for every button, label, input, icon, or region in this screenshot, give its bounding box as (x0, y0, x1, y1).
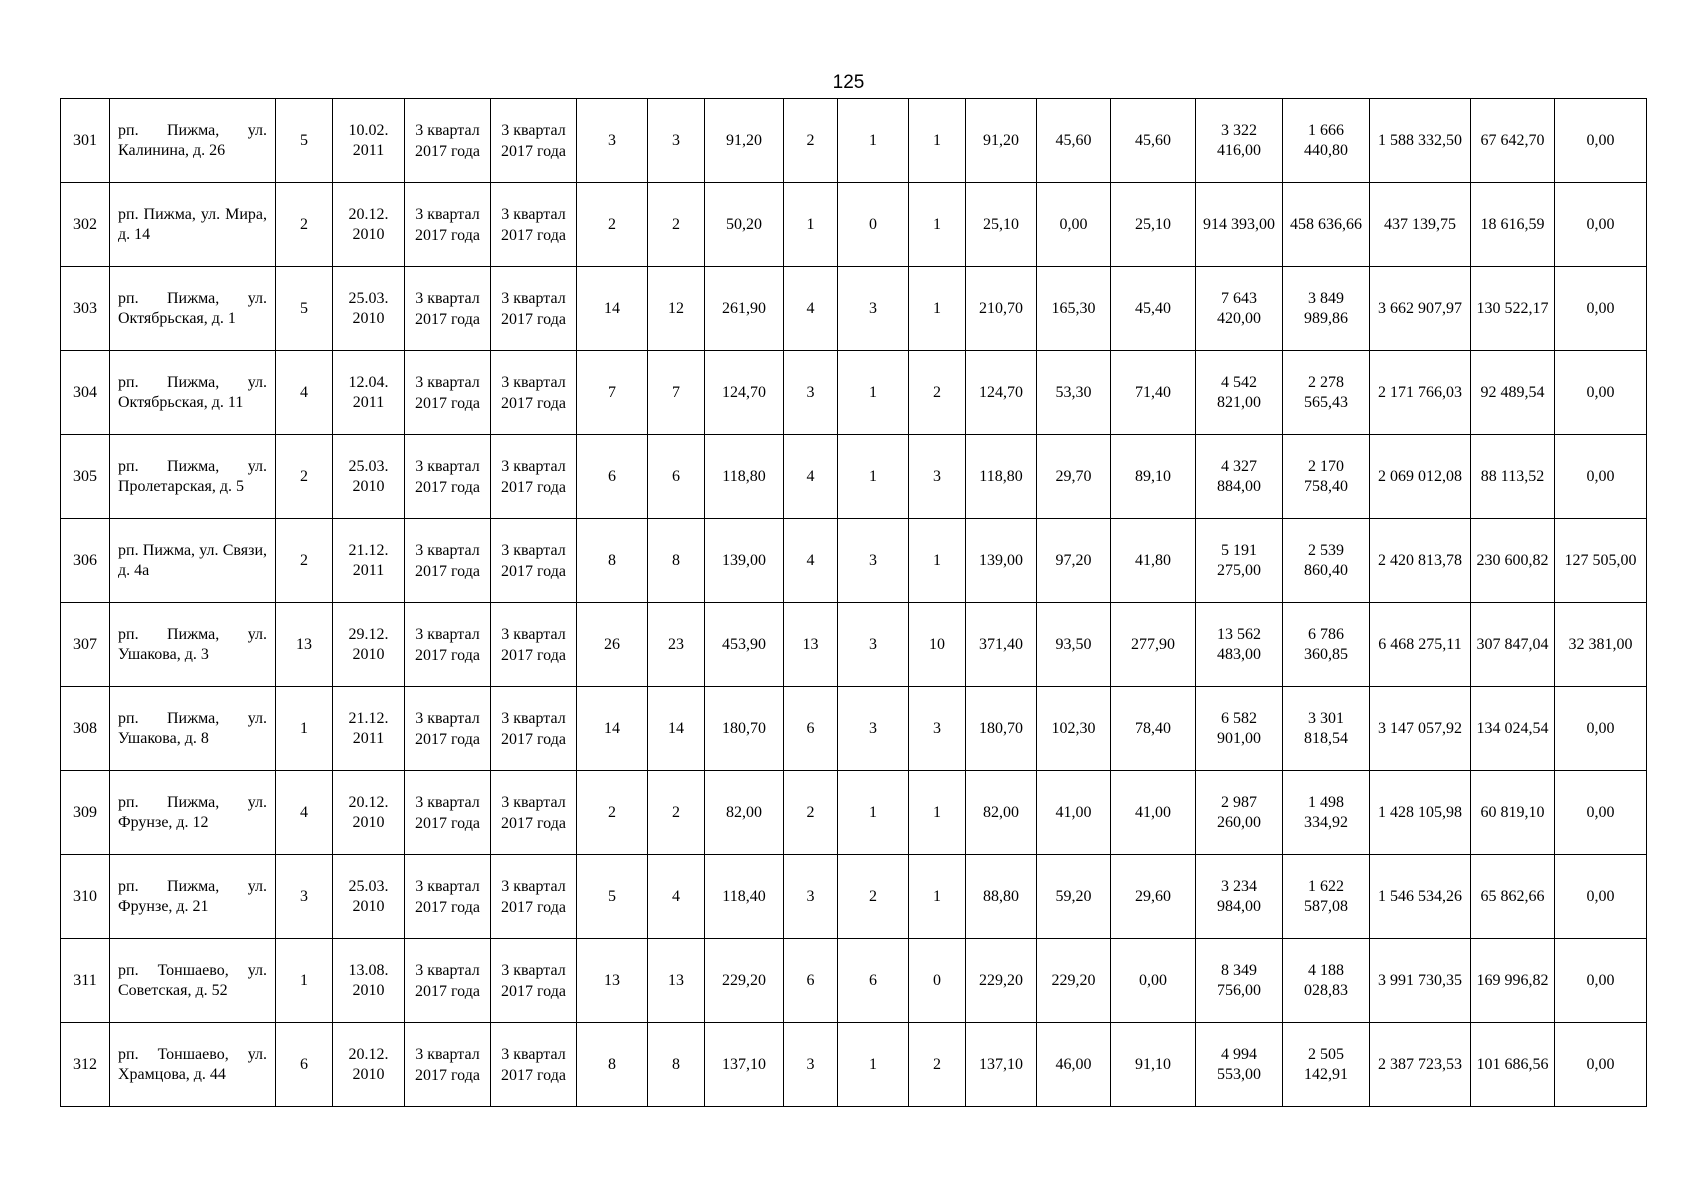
cell-col-15: 29,60 (1111, 855, 1196, 939)
cell-col-10: 3 (784, 351, 838, 435)
cell-col-15: 45,40 (1111, 267, 1196, 351)
cell-col-14: 59,20 (1037, 855, 1111, 939)
cell-address: рп. Пижма, ул. Ушакова, д. 8 (110, 687, 276, 771)
cell-col-7: 13 (577, 939, 648, 1023)
cell-col-8: 3 (648, 99, 705, 183)
cell-col-9: 82,00 (705, 771, 784, 855)
cell-col-14: 229,20 (1037, 939, 1111, 1023)
cell-col-9: 229,20 (705, 939, 784, 1023)
cell-col-20: 0,00 (1555, 435, 1647, 519)
cell-col-19: 65 862,66 (1471, 855, 1555, 939)
cell-col-9: 118,40 (705, 855, 784, 939)
cell-col-20: 127 505,00 (1555, 519, 1647, 603)
cell-date: 12.04. 2011 (333, 351, 405, 435)
cell-col-13: 180,70 (966, 687, 1037, 771)
cell-col-20: 0,00 (1555, 771, 1647, 855)
cell-period-2: 3 квартал 2017 года (491, 687, 577, 771)
cell-col-20: 0,00 (1555, 183, 1647, 267)
cell-col-10: 3 (784, 1023, 838, 1107)
cell-col-11: 3 (838, 267, 909, 351)
cell-col-18: 2 069 012,08 (1370, 435, 1471, 519)
cell-col-17: 2 539 860,40 (1283, 519, 1370, 603)
cell-period-2: 3 квартал 2017 года (491, 267, 577, 351)
cell-col-7: 8 (577, 519, 648, 603)
cell-col-8: 4 (648, 855, 705, 939)
cell-col-15: 71,40 (1111, 351, 1196, 435)
table-row (61, 939, 1647, 1023)
cell-col-17: 2 505 142,91 (1283, 1023, 1370, 1107)
cell-period-1: 3 квартал 2017 года (405, 1023, 491, 1107)
cell-period-2: 3 квартал 2017 года (491, 435, 577, 519)
cell-address: рп. Пижма, ул. Октябрьская, д. 1 (110, 267, 276, 351)
cell-col-18: 6 468 275,11 (1370, 603, 1471, 687)
cell-col-10: 13 (784, 603, 838, 687)
cell-col-7: 8 (577, 1023, 648, 1107)
cell-col-15: 45,60 (1111, 99, 1196, 183)
cell-col-11: 1 (838, 99, 909, 183)
cell-period-1: 3 квартал 2017 года (405, 435, 491, 519)
cell-col-13: 82,00 (966, 771, 1037, 855)
cell-col-12: 1 (909, 99, 966, 183)
cell-col-20: 0,00 (1555, 99, 1647, 183)
cell-col-11: 6 (838, 939, 909, 1023)
cell-address: рп. Пижма, ул. Связи, д. 4а (110, 519, 276, 603)
cell-col-8: 23 (648, 603, 705, 687)
cell-period-1: 3 квартал 2017 года (405, 939, 491, 1023)
cell-col-14: 41,00 (1037, 771, 1111, 855)
cell-col-10: 6 (784, 939, 838, 1023)
cell-col-3: 13 (276, 603, 333, 687)
table-row (61, 183, 1647, 267)
table-row (61, 687, 1647, 771)
cell-row-number: 302 (61, 183, 110, 267)
cell-col-16: 4 327 884,00 (1196, 435, 1283, 519)
cell-period-1: 3 квартал 2017 года (405, 351, 491, 435)
cell-col-3: 4 (276, 351, 333, 435)
cell-col-17: 458 636,66 (1283, 183, 1370, 267)
cell-col-11: 1 (838, 1023, 909, 1107)
cell-col-13: 210,70 (966, 267, 1037, 351)
cell-col-11: 1 (838, 435, 909, 519)
page-number: 125 (832, 72, 865, 93)
cell-date: 20.12. 2010 (333, 771, 405, 855)
cell-date: 20.12. 2010 (333, 1023, 405, 1107)
cell-col-13: 25,10 (966, 183, 1037, 267)
cell-col-3: 2 (276, 519, 333, 603)
cell-col-3: 1 (276, 939, 333, 1023)
cell-col-18: 1 588 332,50 (1370, 99, 1471, 183)
cell-row-number: 308 (61, 687, 110, 771)
cell-col-19: 60 819,10 (1471, 771, 1555, 855)
cell-col-19: 18 616,59 (1471, 183, 1555, 267)
cell-col-14: 165,30 (1037, 267, 1111, 351)
cell-col-12: 2 (909, 1023, 966, 1107)
cell-col-13: 91,20 (966, 99, 1037, 183)
resettlement-table (60, 98, 1647, 1107)
cell-date: 13.08. 2010 (333, 939, 405, 1023)
cell-period-2: 3 квартал 2017 года (491, 351, 577, 435)
cell-col-19: 88 113,52 (1471, 435, 1555, 519)
cell-col-16: 4 542 821,00 (1196, 351, 1283, 435)
table-row (61, 435, 1647, 519)
cell-row-number: 306 (61, 519, 110, 603)
cell-col-19: 230 600,82 (1471, 519, 1555, 603)
cell-col-9: 261,90 (705, 267, 784, 351)
cell-col-11: 0 (838, 183, 909, 267)
cell-address: рп. Пижма, ул. Октябрьская, д. 11 (110, 351, 276, 435)
cell-col-11: 3 (838, 603, 909, 687)
cell-col-9: 453,90 (705, 603, 784, 687)
cell-col-13: 371,40 (966, 603, 1037, 687)
cell-period-2: 3 квартал 2017 года (491, 183, 577, 267)
cell-col-16: 4 994 553,00 (1196, 1023, 1283, 1107)
cell-col-11: 3 (838, 519, 909, 603)
cell-col-12: 3 (909, 687, 966, 771)
cell-col-18: 3 147 057,92 (1370, 687, 1471, 771)
cell-col-15: 41,80 (1111, 519, 1196, 603)
cell-col-19: 134 024,54 (1471, 687, 1555, 771)
cell-col-20: 0,00 (1555, 1023, 1647, 1107)
cell-col-9: 139,00 (705, 519, 784, 603)
cell-col-20: 0,00 (1555, 351, 1647, 435)
cell-col-15: 91,10 (1111, 1023, 1196, 1107)
cell-col-10: 4 (784, 267, 838, 351)
cell-col-9: 91,20 (705, 99, 784, 183)
cell-col-19: 130 522,17 (1471, 267, 1555, 351)
cell-row-number: 311 (61, 939, 110, 1023)
cell-period-1: 3 квартал 2017 года (405, 687, 491, 771)
cell-col-12: 1 (909, 267, 966, 351)
cell-date: 10.02. 2011 (333, 99, 405, 183)
cell-col-3: 3 (276, 855, 333, 939)
table-row (61, 771, 1647, 855)
cell-col-18: 437 139,75 (1370, 183, 1471, 267)
cell-col-16: 2 987 260,00 (1196, 771, 1283, 855)
cell-col-16: 7 643 420,00 (1196, 267, 1283, 351)
cell-period-2: 3 квартал 2017 года (491, 519, 577, 603)
cell-period-1: 3 квартал 2017 года (405, 183, 491, 267)
cell-date: 20.12. 2010 (333, 183, 405, 267)
cell-period-2: 3 квартал 2017 года (491, 771, 577, 855)
cell-col-13: 88,80 (966, 855, 1037, 939)
cell-address: рп. Пижма, ул. Фрунзе, д. 21 (110, 855, 276, 939)
cell-col-8: 2 (648, 183, 705, 267)
cell-address: рп. Тоншаево, ул. Храмцова, д. 44 (110, 1023, 276, 1107)
cell-col-8: 8 (648, 519, 705, 603)
cell-col-3: 5 (276, 99, 333, 183)
table-row (61, 855, 1647, 939)
cell-col-14: 102,30 (1037, 687, 1111, 771)
cell-col-7: 14 (577, 267, 648, 351)
cell-col-10: 1 (784, 183, 838, 267)
cell-col-9: 118,80 (705, 435, 784, 519)
cell-row-number: 310 (61, 855, 110, 939)
cell-row-number: 303 (61, 267, 110, 351)
cell-row-number: 312 (61, 1023, 110, 1107)
cell-period-2: 3 квартал 2017 года (491, 939, 577, 1023)
cell-col-14: 0,00 (1037, 183, 1111, 267)
cell-col-13: 139,00 (966, 519, 1037, 603)
cell-col-10: 3 (784, 855, 838, 939)
cell-period-2: 3 квартал 2017 года (491, 1023, 577, 1107)
cell-col-15: 277,90 (1111, 603, 1196, 687)
cell-col-16: 8 349 756,00 (1196, 939, 1283, 1023)
cell-col-9: 180,70 (705, 687, 784, 771)
cell-date: 29.12. 2010 (333, 603, 405, 687)
cell-col-8: 2 (648, 771, 705, 855)
cell-col-19: 307 847,04 (1471, 603, 1555, 687)
cell-col-3: 6 (276, 1023, 333, 1107)
table-row (61, 351, 1647, 435)
cell-col-15: 41,00 (1111, 771, 1196, 855)
cell-date: 21.12. 2011 (333, 687, 405, 771)
cell-col-20: 0,00 (1555, 939, 1647, 1023)
cell-col-12: 3 (909, 435, 966, 519)
cell-col-17: 2 278 565,43 (1283, 351, 1370, 435)
cell-col-15: 78,40 (1111, 687, 1196, 771)
cell-col-13: 229,20 (966, 939, 1037, 1023)
cell-period-1: 3 квартал 2017 года (405, 267, 491, 351)
cell-address: рп. Пижма, ул. Калинина, д. 26 (110, 99, 276, 183)
cell-col-7: 7 (577, 351, 648, 435)
cell-col-18: 1 428 105,98 (1370, 771, 1471, 855)
cell-col-7: 14 (577, 687, 648, 771)
cell-col-9: 124,70 (705, 351, 784, 435)
cell-col-10: 2 (784, 771, 838, 855)
cell-col-7: 26 (577, 603, 648, 687)
cell-col-20: 0,00 (1555, 855, 1647, 939)
table-row (61, 519, 1647, 603)
cell-col-3: 1 (276, 687, 333, 771)
cell-col-8: 14 (648, 687, 705, 771)
cell-col-18: 2 420 813,78 (1370, 519, 1471, 603)
cell-col-12: 1 (909, 183, 966, 267)
cell-col-11: 1 (838, 771, 909, 855)
cell-col-12: 1 (909, 855, 966, 939)
cell-col-17: 1 498 334,92 (1283, 771, 1370, 855)
cell-col-19: 67 642,70 (1471, 99, 1555, 183)
cell-col-14: 29,70 (1037, 435, 1111, 519)
cell-col-8: 7 (648, 351, 705, 435)
cell-col-8: 6 (648, 435, 705, 519)
cell-col-18: 2 387 723,53 (1370, 1023, 1471, 1107)
cell-col-16: 3 234 984,00 (1196, 855, 1283, 939)
cell-col-13: 137,10 (966, 1023, 1037, 1107)
cell-address: рп. Пижма, ул. Ушакова, д. 3 (110, 603, 276, 687)
cell-period-1: 3 квартал 2017 года (405, 771, 491, 855)
cell-col-18: 3 991 730,35 (1370, 939, 1471, 1023)
cell-period-1: 3 квартал 2017 года (405, 855, 491, 939)
cell-col-18: 3 662 907,97 (1370, 267, 1471, 351)
cell-col-10: 4 (784, 519, 838, 603)
cell-col-15: 89,10 (1111, 435, 1196, 519)
cell-row-number: 304 (61, 351, 110, 435)
cell-col-3: 2 (276, 183, 333, 267)
cell-col-17: 3 849 989,86 (1283, 267, 1370, 351)
cell-col-16: 6 582 901,00 (1196, 687, 1283, 771)
cell-col-16: 914 393,00 (1196, 183, 1283, 267)
cell-col-15: 0,00 (1111, 939, 1196, 1023)
cell-col-11: 3 (838, 687, 909, 771)
cell-col-9: 50,20 (705, 183, 784, 267)
cell-col-13: 124,70 (966, 351, 1037, 435)
cell-period-2: 3 квартал 2017 года (491, 99, 577, 183)
cell-row-number: 307 (61, 603, 110, 687)
cell-period-1: 3 квартал 2017 года (405, 519, 491, 603)
cell-col-3: 4 (276, 771, 333, 855)
cell-period-2: 3 квартал 2017 года (491, 603, 577, 687)
cell-col-8: 8 (648, 1023, 705, 1107)
cell-col-17: 3 301 818,54 (1283, 687, 1370, 771)
cell-col-7: 2 (577, 771, 648, 855)
cell-row-number: 301 (61, 99, 110, 183)
cell-col-7: 2 (577, 183, 648, 267)
cell-address: рп. Тоншаево, ул. Советская, д. 52 (110, 939, 276, 1023)
cell-period-2: 3 квартал 2017 года (491, 855, 577, 939)
cell-col-11: 2 (838, 855, 909, 939)
cell-col-17: 6 786 360,85 (1283, 603, 1370, 687)
cell-col-12: 10 (909, 603, 966, 687)
cell-col-3: 2 (276, 435, 333, 519)
cell-col-20: 0,00 (1555, 687, 1647, 771)
cell-date: 25.03. 2010 (333, 435, 405, 519)
table-row (61, 99, 1647, 183)
cell-col-10: 4 (784, 435, 838, 519)
cell-col-15: 25,10 (1111, 183, 1196, 267)
cell-col-17: 2 170 758,40 (1283, 435, 1370, 519)
table-row (61, 603, 1647, 687)
cell-col-14: 45,60 (1037, 99, 1111, 183)
table-row (61, 1023, 1647, 1107)
cell-col-14: 46,00 (1037, 1023, 1111, 1107)
cell-date: 25.03. 2010 (333, 855, 405, 939)
cell-row-number: 305 (61, 435, 110, 519)
cell-col-16: 3 322 416,00 (1196, 99, 1283, 183)
cell-col-11: 1 (838, 351, 909, 435)
cell-row-number: 309 (61, 771, 110, 855)
cell-col-10: 6 (784, 687, 838, 771)
cell-col-17: 1 622 587,08 (1283, 855, 1370, 939)
cell-col-14: 53,30 (1037, 351, 1111, 435)
cell-col-18: 2 171 766,03 (1370, 351, 1471, 435)
cell-address: рп. Пижма, ул. Мира, д. 14 (110, 183, 276, 267)
cell-col-18: 1 546 534,26 (1370, 855, 1471, 939)
cell-col-3: 5 (276, 267, 333, 351)
cell-col-19: 101 686,56 (1471, 1023, 1555, 1107)
cell-period-1: 3 квартал 2017 года (405, 603, 491, 687)
cell-col-8: 13 (648, 939, 705, 1023)
cell-col-12: 0 (909, 939, 966, 1023)
cell-date: 21.12. 2011 (333, 519, 405, 603)
cell-col-9: 137,10 (705, 1023, 784, 1107)
table-row (61, 267, 1647, 351)
cell-date: 25.03. 2010 (333, 267, 405, 351)
cell-col-12: 1 (909, 771, 966, 855)
cell-col-10: 2 (784, 99, 838, 183)
cell-address: рп. Пижма, ул. Фрунзе, д. 12 (110, 771, 276, 855)
cell-col-7: 5 (577, 855, 648, 939)
cell-address: рп. Пижма, ул. Пролетарская, д. 5 (110, 435, 276, 519)
cell-col-12: 1 (909, 519, 966, 603)
cell-col-20: 0,00 (1555, 267, 1647, 351)
cell-col-14: 93,50 (1037, 603, 1111, 687)
cell-col-8: 12 (648, 267, 705, 351)
cell-col-17: 4 188 028,83 (1283, 939, 1370, 1023)
cell-col-20: 32 381,00 (1555, 603, 1647, 687)
cell-col-7: 6 (577, 435, 648, 519)
cell-col-19: 92 489,54 (1471, 351, 1555, 435)
cell-col-19: 169 996,82 (1471, 939, 1555, 1023)
cell-period-1: 3 квартал 2017 года (405, 99, 491, 183)
cell-col-16: 5 191 275,00 (1196, 519, 1283, 603)
cell-col-7: 3 (577, 99, 648, 183)
cell-col-13: 118,80 (966, 435, 1037, 519)
cell-col-17: 1 666 440,80 (1283, 99, 1370, 183)
cell-col-16: 13 562 483,00 (1196, 603, 1283, 687)
cell-col-12: 2 (909, 351, 966, 435)
cell-col-14: 97,20 (1037, 519, 1111, 603)
